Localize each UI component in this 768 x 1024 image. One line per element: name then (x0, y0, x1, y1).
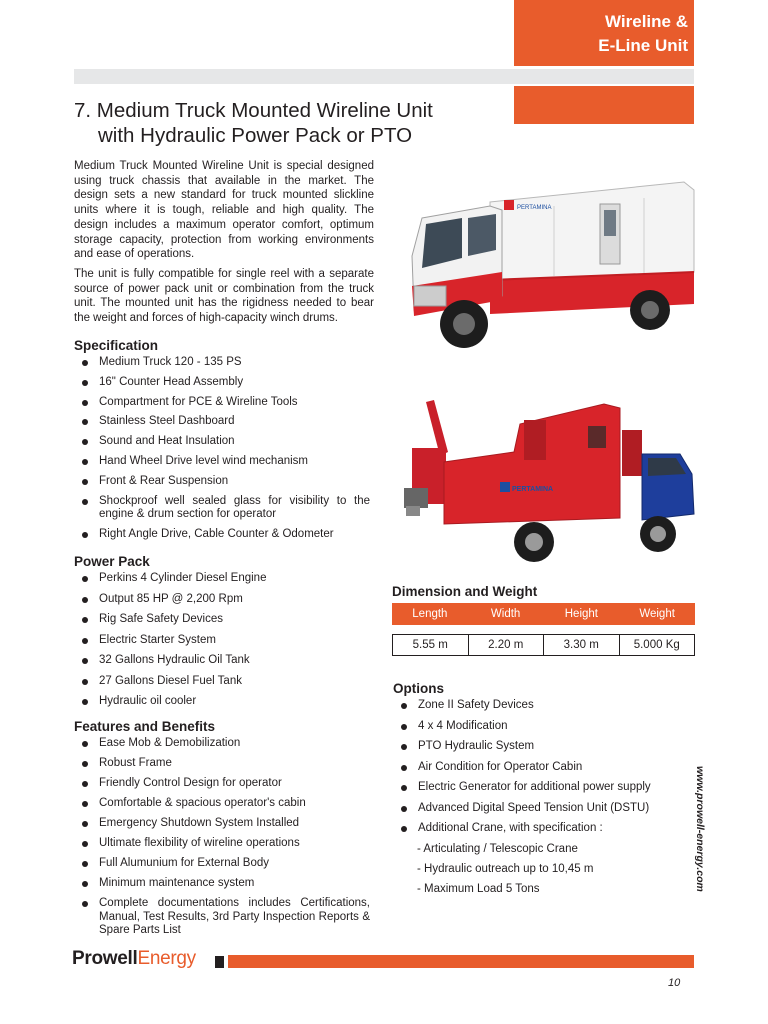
power-pack-list-item: Perkins 4 Cylinder Diesel Engine (74, 572, 370, 586)
website-text: www.prowell-energy.com (694, 766, 706, 892)
power-pack-section (74, 554, 370, 716)
intro-paragraph-2: The unit is fully compatible for single reel with a separate source of power pack unit or combination from the truck unit. The mounted unit has the rigidness needed to bear the weight and forces of high-capacity winch drums. (74, 267, 374, 325)
options-section (393, 681, 683, 903)
features-list-item: Robust Frame (74, 757, 370, 771)
options-list-item: Zone II Safety Devices (393, 699, 683, 713)
section-tag-line1: Wireline & (605, 12, 688, 31)
dimension-section (392, 584, 695, 599)
features-list-item: Minimum maintenance system (74, 877, 370, 891)
power-pack-list-item: Rig Safe Safety Devices (74, 613, 370, 627)
options-list-item: Additional Crane, with specification : (393, 822, 683, 836)
options-list (393, 699, 683, 836)
dimension-header-length: Length (412, 608, 448, 620)
options-list-item: Advanced Digital Speed Tension Unit (DSTU) (393, 802, 683, 816)
options-list-item: 4 x 4 Modification (393, 720, 683, 734)
power-pack-list (74, 572, 370, 709)
dimension-value-length: 5.55 m (393, 635, 469, 656)
power-pack-list-item: Output 85 HP @ 2,200 Rpm (74, 593, 370, 607)
section-tag-line2: E-Line Unit (598, 36, 688, 55)
specification-list-item: Sound and Heat Insulation (74, 435, 370, 449)
specification-list-item: Hand Wheel Drive level wind mechanism (74, 455, 370, 469)
header-orange-block (514, 86, 694, 124)
options-list-item: Air Condition for Operator Cabin (393, 761, 683, 775)
dimension-header-height: Height (564, 608, 598, 620)
dimension-header-weight: Weight (639, 608, 675, 620)
specification-list-item: Shockproof well sealed glass for visibility to the engine & drum section for operator (74, 495, 370, 522)
dimension-value-height: 3.30 m (544, 635, 620, 656)
power-pack-list-item: 27 Gallons Diesel Fuel Tank (74, 675, 370, 689)
crane-spec-item: - Maximum Load 5 Tons (417, 882, 540, 895)
features-list (74, 737, 370, 938)
header-grey-bar (74, 69, 694, 84)
dimension-value-weight: 5.000 Kg (619, 635, 695, 656)
features-heading: Features and Benefits (74, 719, 216, 734)
power-pack-heading: Power Pack (74, 554, 150, 569)
box-truck-image (404, 176, 696, 390)
specification-section (74, 338, 370, 548)
options-list-item: PTO Hydraulic System (393, 740, 683, 754)
logo-square-icon (215, 956, 224, 968)
features-list-item: Ultimate flexibility of wireline operations (74, 837, 370, 851)
specification-list-item: Compartment for PCE & Wireline Tools (74, 396, 370, 410)
features-list-item: Full Alumunium for External Body (74, 857, 370, 871)
dimension-header-row (392, 603, 695, 625)
features-list-item: Complete documentations includes Certifications, Manual, Test Results, 3rd Party Inspection Reports & Spare Parts List (74, 897, 370, 938)
features-list-item: Comfortable & spacious operator's cabin (74, 797, 370, 811)
features-list-item: Friendly Control Design for operator (74, 777, 370, 791)
section-tag (514, 0, 694, 66)
intro-paragraph-1: Medium Truck Mounted Wireline Unit is special designed using truck chassis that available in the market. The design sets a new standard for truck mounted slickline units where it is tough, reliable and high quality. The design includes a maximum operator comfort, optimum storage capacity, protection from working environments and ease of operations. (74, 160, 374, 261)
dimension-header-width: Width (490, 608, 521, 620)
features-section (74, 719, 370, 944)
logo-text-prowell: Prowell (72, 948, 138, 969)
intro-text (74, 159, 374, 331)
specification-list (74, 356, 370, 541)
page-number: 10 (668, 977, 681, 989)
company-logo (72, 948, 196, 970)
options-heading: Options (393, 681, 444, 696)
power-pack-list-item: 32 Gallons Hydraulic Oil Tank (74, 654, 370, 668)
dimension-value-table (392, 634, 695, 656)
page-title-line2: with Hydraulic Power Pack or PTO (98, 124, 413, 147)
page-title (74, 98, 504, 148)
logo-text-energy: Energy (137, 948, 196, 969)
specification-list-item: Front & Rear Suspension (74, 475, 370, 489)
dimension-value-width: 2.20 m (468, 635, 544, 656)
page-title-line1: 7. Medium Truck Mounted Wireline Unit (74, 99, 433, 122)
features-list-item: Ease Mob & Demobilization (74, 737, 370, 751)
features-list-item: Emergency Shutdown System Installed (74, 817, 370, 831)
dimension-header-table (392, 603, 695, 625)
crane-truck-image (404, 396, 696, 566)
truck2-logo-text: PERTAMINA (512, 486, 554, 493)
dimension-heading: Dimension and Weight (392, 584, 538, 599)
crane-spec-list (417, 843, 683, 897)
specification-list-item: Right Angle Drive, Cable Counter & Odometer (74, 528, 370, 542)
specification-list-item: Stainless Steel Dashboard (74, 415, 370, 429)
options-list-item: Electric Generator for additional power supply (393, 781, 683, 795)
footer-orange-bar (228, 955, 694, 968)
dimension-value-row (393, 635, 695, 656)
specification-list-item: Medium Truck 120 - 135 PS (74, 356, 370, 370)
specification-heading: Specification (74, 338, 159, 353)
crane-spec-item: - Hydraulic outreach up to 10,45 m (417, 862, 594, 875)
crane-spec-item: - Articulating / Telescopic Crane (417, 842, 578, 855)
specification-list-item: 16" Counter Head Assembly (74, 376, 370, 390)
truck1-logo-text: PERTAMINA (517, 205, 552, 211)
power-pack-list-item: Electric Starter System (74, 634, 370, 648)
power-pack-list-item: Hydraulic oil cooler (74, 695, 370, 709)
